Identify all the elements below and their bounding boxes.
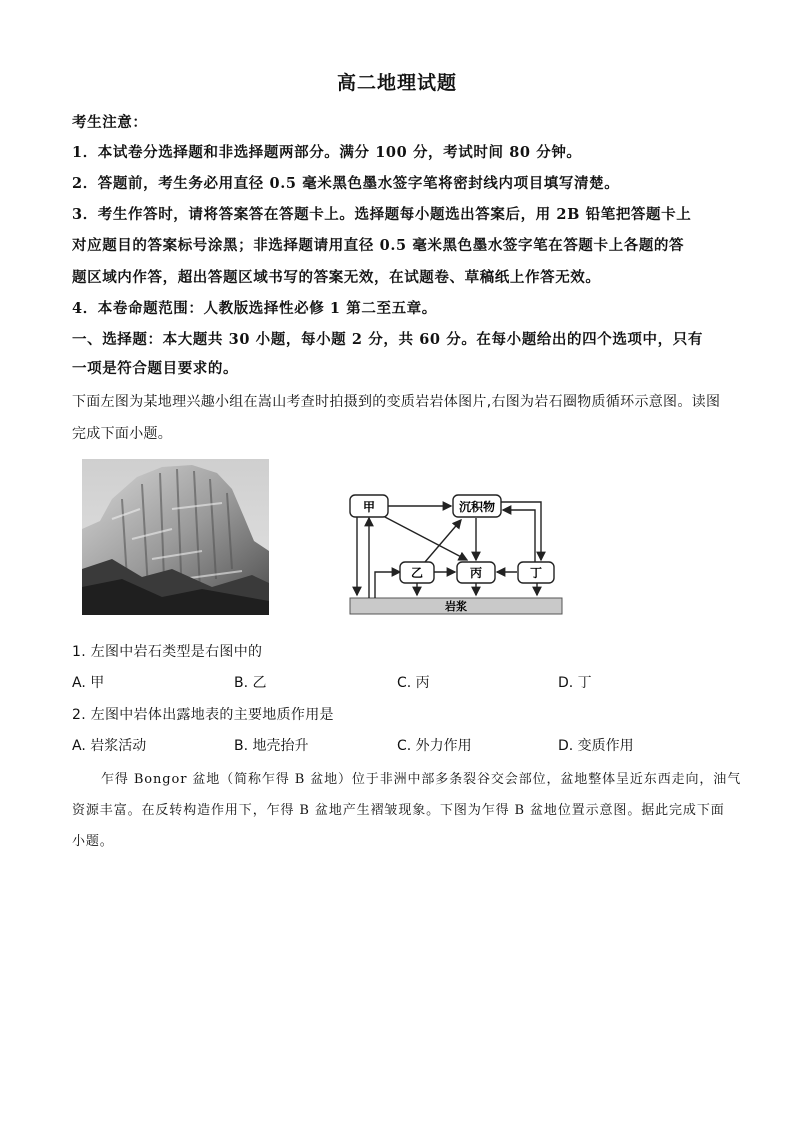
question-2-option-c[interactable]: C. 外力作用	[397, 738, 472, 754]
notice-item-2: 2．答题前，考生务必用直径 0.5 毫米黑色墨水签字笔将密封线内项目填写清楚。	[72, 175, 620, 192]
question-1-option-d[interactable]: D. 丁	[558, 675, 592, 691]
question-1-stem: 1. 左图中岩石类型是右图中的	[72, 644, 263, 660]
node-jia	[350, 495, 388, 517]
question-2-option-b[interactable]: B. 地壳抬升	[234, 738, 309, 754]
magma-label: 岩浆	[445, 600, 467, 613]
question-2-option-d[interactable]: D. 变质作用	[558, 738, 634, 754]
question-1-option-c[interactable]: C. 丙	[397, 675, 430, 691]
notice-item-1: 1．本试卷分选择题和非选择题两部分。满分 100 分，考试时间 80 分钟。	[72, 144, 582, 161]
page-title: 高二地理试题	[336, 72, 457, 94]
node-yi	[400, 562, 434, 583]
notice-item-3: 3．考生作答时，请将答案答在答题卡上。选择题每小题选出答案后，用 2B 铅笔把答题卡上	[72, 206, 692, 223]
node-sediment	[453, 495, 501, 517]
intro-2-cont: 资源丰富。在反转构造作用下，乍得 B 盆地产生褶皱现象。下图为乍得 B 盆地位置示意图。据此完成下面	[72, 803, 725, 818]
question-2-stem: 2. 左图中岩体出露地表的主要地质作用是	[72, 707, 334, 723]
node-bing	[457, 562, 495, 583]
notice-heading: 考生注意：	[72, 114, 148, 131]
intro-2-cont2: 小题。	[72, 834, 114, 849]
rock-cycle-diagram	[345, 488, 567, 618]
svg-text:甲: 甲	[362, 500, 376, 514]
notice-item-4: 4．本卷命题范围：人教版选择性必修 1 第二至五章。	[72, 300, 437, 317]
svg-text:乙: 乙	[410, 566, 424, 580]
question-1-option-b[interactable]: B. 乙	[234, 675, 267, 691]
svg-text:沉积物: 沉积物	[458, 500, 496, 514]
node-ding	[518, 562, 554, 583]
section-1-instruction-cont: 一项是符合题目要求的。	[72, 360, 239, 377]
rock-photo	[82, 459, 269, 615]
svg-text:丙: 丙	[469, 566, 483, 580]
intro-1: 下面左图为某地理兴趣小组在嵩山考查时拍摄到的变质岩岩体图片,右图为岩石圈物质循环示意图。读图	[72, 394, 721, 410]
question-1-option-a[interactable]: A. 甲	[72, 675, 105, 691]
notice-item-3-cont2: 题区域内作答，超出答题区域书写的答案无效，在试题卷、草稿纸上作答无效。	[72, 269, 601, 286]
intro-1-cont: 完成下面小题。	[72, 426, 173, 442]
question-2-option-a[interactable]: A. 岩浆活动	[72, 738, 147, 754]
section-1-instruction: 一、选择题：本大题共 30 小题，每小题 2 分，共 60 分。在每小题给出的四个选项中，只有	[72, 331, 703, 348]
notice-item-3-cont: 对应题目的答案标号涂黑；非选择题请用直径 0.5 毫米黑色墨水签字笔在答题卡上各题的答	[72, 237, 685, 254]
svg-text:丁: 丁	[529, 566, 543, 580]
intro-2: 乍得 Bongor 盆地（简称乍得 B 盆地）位于非洲中部多条裂谷交会部位，盆地整体呈近东西走向，油气	[101, 772, 742, 787]
